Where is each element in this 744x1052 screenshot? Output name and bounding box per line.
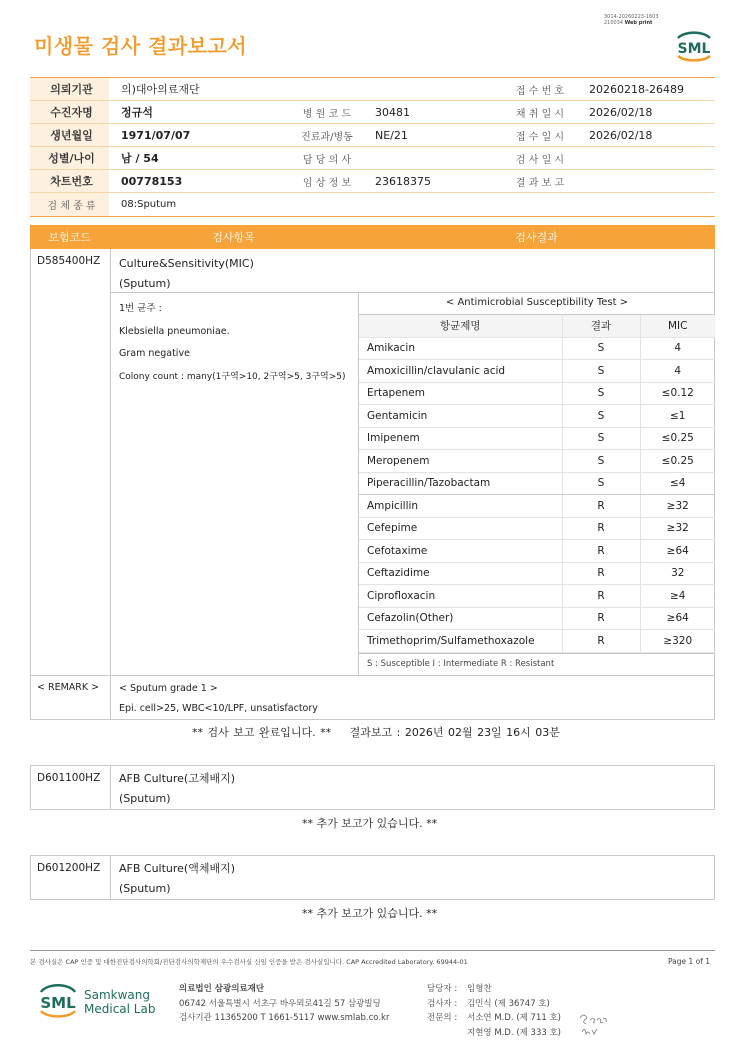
info-value — [577, 147, 715, 170]
header-code: 보험코드 — [48, 231, 91, 244]
drug-name: Trimethoprim/Sulfamethoxazole — [359, 630, 562, 653]
header-result: 검사결과 — [515, 231, 558, 244]
info-row — [30, 170, 715, 193]
organism-label: 1번 균주 : — [119, 303, 162, 314]
ast-panel — [358, 292, 715, 675]
test-name: AFB Culture(액체배지) (Sputum) — [119, 862, 236, 895]
susceptibility-result: R — [562, 630, 640, 653]
footer-divider — [30, 950, 715, 951]
susceptibility-result: R — [562, 495, 640, 518]
col-drug: 항균제명 — [359, 315, 562, 338]
mic-value: ≥64 — [640, 607, 715, 630]
additional-note: ** 추가 보고가 있습니다. ** — [302, 817, 438, 830]
brand-name: Samkwang Medical Lab — [84, 988, 156, 1016]
header-item: 검사항목 — [212, 231, 255, 244]
drug-name: Ceftazidime — [359, 562, 562, 585]
ast-legend: S : Susceptible I : Intermediate R : Resistant — [359, 653, 715, 674]
susceptibility-result: S — [562, 405, 640, 428]
mic-value: ≤0.25 — [640, 450, 715, 473]
info-value: 정규석 — [109, 101, 285, 124]
drug-name: Meropenem — [359, 450, 562, 473]
mic-value: ≤0.12 — [640, 382, 715, 405]
info-label: 채 취 일 시 — [499, 101, 577, 124]
mic-value: ≥320 — [640, 630, 715, 653]
print-id: 3014-20260223-1603 210034 Web print — [604, 14, 659, 26]
ast-row — [359, 450, 715, 473]
sml-logo-icon — [36, 980, 80, 1020]
info-label: 병 원 코 드 — [285, 101, 365, 124]
info-label: 진료과/병동 — [285, 124, 365, 147]
info-value: 30481 — [365, 101, 499, 124]
drug-name: Imipenem — [359, 427, 562, 450]
staff-row: 담당자 : 임형찬 — [427, 984, 492, 994]
test-code: D585400HZ — [37, 255, 101, 267]
result-header — [30, 225, 715, 249]
susceptibility-result: R — [562, 562, 640, 585]
ast-row — [359, 585, 715, 608]
info-value: 1971/07/07 — [109, 124, 285, 147]
drug-name: Cefazolin(Other) — [359, 607, 562, 630]
mic-value: ≥4 — [640, 585, 715, 608]
info-value: 의)대아의료재단 — [109, 78, 499, 101]
info-row — [30, 78, 715, 101]
info-label: 검 체 종 류 — [30, 193, 109, 217]
info-label: 의뢰기관 — [30, 78, 109, 101]
drug-name: Gentamicin — [359, 405, 562, 428]
info-value: 08:Sputum — [109, 193, 715, 217]
signature-icon — [576, 1010, 612, 1040]
col-mic: MIC — [640, 315, 715, 338]
susceptibility-result: S — [562, 450, 640, 473]
result-section — [30, 225, 715, 720]
svg-text:SML: SML — [40, 994, 76, 1012]
page-number: Page 1 of 1 — [668, 957, 711, 966]
drug-name: Amikacin — [359, 337, 562, 360]
info-row — [30, 193, 715, 217]
staff-row: 전문의 : 서소연 M.D. (제 711 호) — [427, 1013, 562, 1023]
report-status: ** 검사 보고 완료입니다. ** 결과보고 : 2026년 02월 23일 16시 03분 — [192, 726, 560, 739]
susceptibility-result: S — [562, 360, 640, 383]
staff-list — [427, 982, 561, 1040]
info-row — [30, 101, 715, 124]
info-value: NE/21 — [365, 124, 499, 147]
test-name: AFB Culture(고체배지) (Sputum) — [119, 772, 236, 805]
colony-count: Colony count : many(1구역>10, 2구역>5, 3구역>5) — [119, 371, 346, 382]
info-label: 수진자명 — [30, 101, 109, 124]
mic-value: 4 — [640, 360, 715, 383]
mic-value: ≤1 — [640, 405, 715, 428]
ast-row — [359, 382, 715, 405]
ast-table — [359, 315, 715, 653]
test-name: Culture&Sensitivity(MIC) (Sputum) — [119, 257, 254, 290]
susceptibility-result: R — [562, 540, 640, 563]
test-code: D601200HZ — [37, 862, 101, 874]
test-section — [30, 855, 715, 900]
mic-value: ≥32 — [640, 495, 715, 518]
info-label: 담 당 의 사 — [285, 147, 365, 170]
drug-name: Amoxicillin/clavulanic acid — [359, 360, 562, 383]
info-value: 23618375 — [365, 170, 499, 193]
drug-name: Cefotaxime — [359, 540, 562, 563]
info-value: 2026/02/18 — [577, 124, 715, 147]
drug-name: Cefepime — [359, 517, 562, 540]
staff-row: 지현영 M.D. (제 333 호) — [467, 1027, 562, 1038]
org-info: 의료법인 삼광의료재단 06742 서울특별시 서초구 바우뫼로41길 57 삼광빌딩 검사기관 11365200 T 1661-5117 www.smlab.co.kr — [179, 984, 390, 1023]
cap-notice: 본 검사실은 CAP 인증 및 대한진단검사의학회/진단검사의학재단의 우수검사실 신임 인증을 받은 검사실입니다. CAP Accredited Laboratory. 69944-01 — [30, 958, 468, 966]
test-code: D601100HZ — [37, 772, 101, 784]
ast-row — [359, 607, 715, 630]
info-label: 임 상 정 보 — [285, 170, 365, 193]
ast-row — [359, 517, 715, 540]
ast-title: < Antimicrobial Susceptibility Test > — [359, 292, 715, 315]
info-label: 접 수 일 시 — [499, 124, 577, 147]
organism-name: Klebsiella pneumoniae. — [119, 325, 230, 337]
sml-logo-icon — [672, 26, 716, 64]
susceptibility-result: R — [562, 607, 640, 630]
test-section — [30, 765, 715, 810]
drug-name: Ciprofloxacin — [359, 585, 562, 608]
susceptibility-result: S — [562, 337, 640, 360]
susceptibility-result: R — [562, 585, 640, 608]
mic-value: ≥64 — [640, 540, 715, 563]
info-value: 20260218-26489 — [577, 78, 715, 101]
mic-value: ≤0.25 — [640, 427, 715, 450]
drug-name: Piperacillin/Tazobactam — [359, 472, 562, 495]
mic-value: 4 — [640, 337, 715, 360]
col-result: 결과 — [562, 315, 640, 338]
ast-row — [359, 337, 715, 360]
ast-header-row — [359, 315, 715, 338]
susceptibility-result: R — [562, 517, 640, 540]
document-title: 미생물 검사 결과보고서 — [34, 34, 248, 58]
organism-info — [119, 298, 345, 388]
ast-row — [359, 427, 715, 450]
info-label: 결 과 보 고 — [499, 170, 577, 193]
info-label: 접 수 번 호 — [499, 78, 577, 101]
susceptibility-result: S — [562, 382, 640, 405]
info-value: 남 / 54 — [109, 147, 285, 170]
drug-name: Ampicillin — [359, 495, 562, 518]
info-label: 생년월일 — [30, 124, 109, 147]
mic-value: ≤4 — [640, 472, 715, 495]
staff-row: 검사자 : 김민식 (제 36747 호) — [427, 998, 550, 1009]
svg-text:SML: SML — [677, 41, 711, 57]
info-label: 차트번호 — [30, 170, 109, 193]
susceptibility-result: S — [562, 472, 640, 495]
mic-value: 32 — [640, 562, 715, 585]
ast-row — [359, 472, 715, 495]
info-value — [577, 170, 715, 193]
result-body — [30, 249, 715, 720]
info-row — [30, 147, 715, 170]
info-label: 성별/나이 — [30, 147, 109, 170]
remark-text: < Sputum grade 1 > Epi. cell>25, WBC<10/LPF, unsatisfactory — [119, 683, 318, 714]
info-value: 00778153 — [109, 170, 285, 193]
ast-row — [359, 540, 715, 563]
ast-row — [359, 405, 715, 428]
info-value: 2026/02/18 — [577, 101, 715, 124]
ast-row — [359, 360, 715, 383]
ast-row — [359, 630, 715, 653]
info-label: 검 사 일 시 — [499, 147, 577, 170]
mic-value: ≥32 — [640, 517, 715, 540]
additional-note: ** 추가 보고가 있습니다. ** — [302, 907, 438, 920]
drug-name: Ertapenem — [359, 382, 562, 405]
patient-info-table — [30, 77, 715, 217]
remark-label: < REMARK > — [37, 682, 100, 693]
info-row — [30, 124, 715, 147]
ast-row — [359, 562, 715, 585]
gram-stain: Gram negative — [119, 348, 190, 359]
susceptibility-result: S — [562, 427, 640, 450]
info-value — [365, 147, 499, 170]
ast-row — [359, 495, 715, 518]
